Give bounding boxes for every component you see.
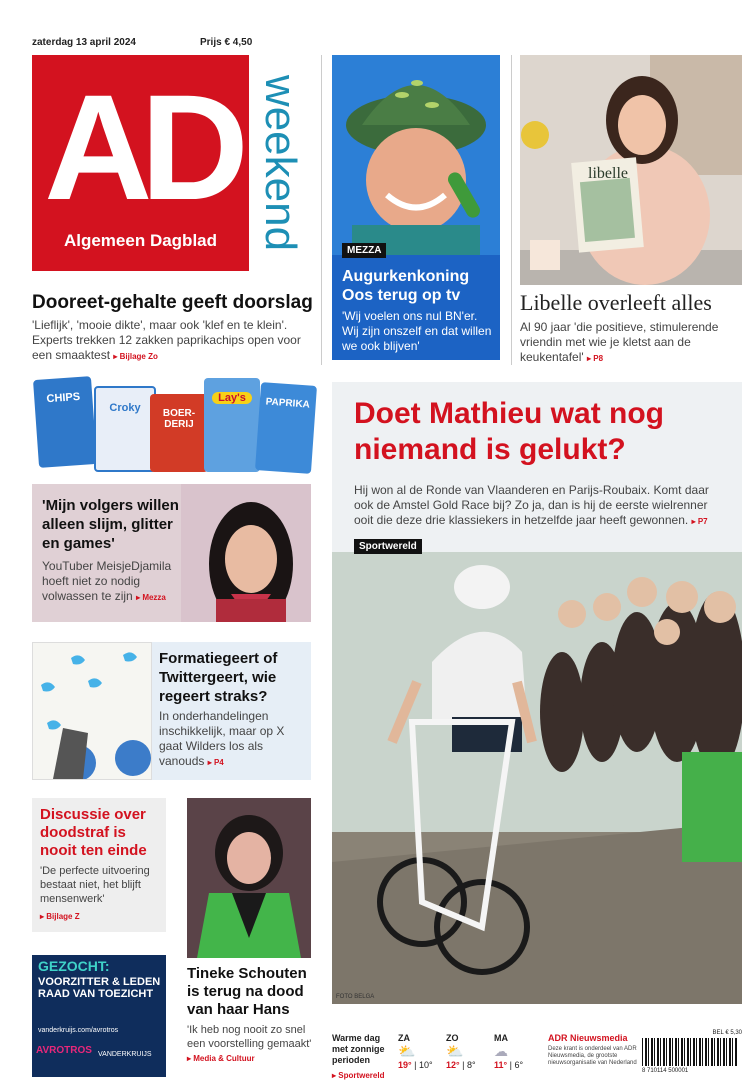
weather-low: 8° — [466, 1060, 476, 1070]
libelle-photo — [520, 55, 742, 285]
weather-low: 6° — [514, 1060, 524, 1070]
tineke-ref[interactable]: ▸ Media & Cultuur — [187, 1054, 255, 1063]
mezza-quote: 'Wij voelen ons nul BN'er. Wij zijn onszelf en dat willen we ook blijven' — [342, 309, 492, 353]
weather-day: ZA ⛅ 19° | 10° — [398, 1033, 443, 1070]
weekend-label — [255, 55, 305, 271]
weather-day: MA ☁ 11° | 6° — [494, 1033, 539, 1070]
djamila-ref[interactable]: ▸ Mezza — [136, 593, 166, 602]
logo-letters: AD — [44, 63, 237, 231]
cover-price: Prijs € 4,50 — [200, 37, 253, 48]
mezza-photo — [332, 55, 500, 255]
twitter-ref[interactable]: ▸ P4 — [207, 758, 224, 767]
main-text-body: Hij won al de Ronde van Vlaanderen en Parijs-Roubaix. Komt daar ook de Amstel Gold Race bij? Zo ja, dan is hij de eerste wielrenner ooit die deze drie klassiekers in hetzelfde jaar heeft gewonnen. — [354, 483, 709, 527]
barcode — [642, 1030, 742, 1077]
chip-bag-label: CHIPS — [46, 390, 81, 406]
doodstraf-ref[interactable]: ▸ Bijlage Z — [40, 912, 80, 921]
price-note: BEL € 5,30 — [712, 1030, 742, 1036]
libelle-text — [520, 320, 742, 366]
twitter-birds-drawing — [33, 643, 151, 779]
ad-brand: AVROTROS — [36, 1045, 92, 1056]
main-story[interactable] — [332, 382, 742, 1004]
weather-summary: Warme dag met zonnige perioden — [332, 1033, 385, 1065]
photo-credit: FOTO BELGA — [336, 994, 375, 1000]
weather-day-label: ZO — [446, 1033, 459, 1043]
column-divider — [321, 55, 322, 365]
ad-headline: GEZOCHT: — [38, 958, 110, 974]
cloud-icon: ☁ — [494, 1043, 508, 1059]
weather-low: 10° — [418, 1060, 433, 1070]
doodstraf-text: 'De perfecte uitvoering bestaat niet, het blijft mensenwerk' — [40, 865, 150, 905]
twitter-teaser[interactable] — [152, 642, 311, 780]
chip-bag — [255, 382, 317, 474]
weather-high: 19° — [398, 1060, 412, 1070]
logo-name: Algemeen Dagblad — [63, 231, 218, 250]
weather-day: ZO ⛅ 12° | 8° — [446, 1033, 491, 1070]
djamila-ref-label: Mezza — [142, 593, 166, 602]
ad-partner: VANDERKRUIJS — [98, 1051, 152, 1058]
ad-url[interactable]: vanderkruijs.com/avrotros — [38, 1027, 119, 1034]
libelle-ref-label: P8 — [593, 354, 604, 363]
weather-high: 11° — [494, 1060, 508, 1070]
chips-text-body: 'Lieflijk', 'mooie dikte', maar ook 'klef en te klein'. Experts trekken 12 zakken paprikachips open voor een smaaktest — [32, 318, 301, 362]
mezza-title-line1: Augurkenkoning — [342, 268, 470, 285]
main-section-label[interactable]: Sportwereld — [354, 539, 422, 554]
twitter-text-body: In onderhandelingen inschikkelijk, maar op X gaat Wilders los als vanouds — [159, 709, 285, 768]
djamila-photo — [181, 484, 311, 622]
publisher-block — [548, 1033, 638, 1067]
main-ref[interactable]: ▸ P7 — [691, 517, 708, 526]
djamila-text — [42, 559, 192, 605]
tineke-ref-label: Media & Cultuur — [193, 1054, 255, 1063]
chips-text — [32, 318, 317, 364]
chip-bag — [204, 378, 260, 472]
libelle-title[interactable]: Libelle overleeft alles — [520, 290, 712, 315]
main-text — [354, 483, 726, 529]
twitter-ref-label: P4 — [213, 758, 224, 767]
tineke-image — [187, 798, 311, 958]
publisher-text: Deze krant is onderdeel van ADR Nieuwsmedia, de grootste nieuwsorganisatie van Nederland — [548, 1046, 637, 1066]
weather-day-label: ZA — [398, 1033, 410, 1043]
chip-bag — [94, 386, 156, 472]
meisjedjamila-teaser[interactable] — [32, 484, 311, 622]
libelle-ref[interactable]: ▸ P8 — [587, 354, 604, 363]
sun-cloud-icon: ⛅ — [398, 1043, 416, 1059]
weekend-text: weekend — [256, 74, 305, 252]
chip-bag-label: Lay's — [212, 392, 252, 404]
doodstraf-title: Discussie over doodstraf is nooit ten einde — [40, 806, 147, 859]
weather-day-label: MA — [494, 1033, 508, 1043]
tineke-text — [187, 1023, 315, 1066]
weather-ref[interactable]: ▸ Sportwereld — [332, 1071, 385, 1080]
mezza-title-line2: Oos terug op tv — [342, 287, 461, 304]
libelle-magazine-title: libelle — [588, 165, 628, 182]
chip-bag-label: Croky — [109, 402, 141, 414]
chip-bag — [33, 376, 97, 468]
barcode-bars — [642, 1038, 738, 1066]
chips-headline[interactable]: Dooreet-gehalte geeft doorslag — [32, 292, 313, 313]
main-headline-line1: Doet Mathieu wat nog — [354, 397, 664, 430]
edition-date: zaterdag 13 april 2024 — [32, 37, 136, 48]
barcode-number: 8 710114 500001 — [642, 1068, 689, 1074]
weather-ref-label: Sportwereld — [338, 1071, 385, 1080]
twitter-illustration — [32, 642, 152, 780]
chip-bag-label: BOER-DERIJ — [162, 408, 196, 430]
doodstraf-ref-label: Bijlage Z — [46, 912, 80, 921]
chips-photo — [32, 372, 315, 472]
avrotros-advertisement[interactable] — [32, 955, 166, 1077]
mezza-teaser[interactable] — [332, 55, 500, 360]
ad-body: VOORZITTER & LEDEN RAAD VAN TOEZICHT — [38, 976, 161, 1000]
libelle-teaser[interactable] — [520, 55, 742, 285]
tineke-photo — [187, 798, 311, 958]
chips-ref-label: Bijlage Zo — [119, 352, 158, 361]
tineke-title[interactable]: Tineke Schouten is terug na dood van haar Hans — [187, 965, 307, 1018]
publisher-name: ADR Nieuwsmedia — [548, 1033, 628, 1043]
tineke-text-body: 'Ik heb nog nooit zo snel een voorstelling gemaakt' — [187, 1024, 312, 1050]
chips-ref[interactable]: ▸ Bijlage Zo — [113, 352, 158, 361]
djamila-title: 'Mijn volgers willen alleen slijm, glitter en games' — [42, 497, 179, 552]
djamila-text-body: YouTuber MeisjeDjamila hoeft niet zo nodig volwassen te zijn — [42, 559, 172, 603]
twitter-title: Formatiegeert of Twittergeert, wie regeert straks? — [159, 650, 278, 705]
main-headline-line2: niemand is gelukt? — [354, 433, 626, 466]
cyclist-photo — [332, 382, 742, 1004]
main-ref-label: P7 — [697, 517, 708, 526]
libelle-text-body: Al 90 jaar 'die positieve, stimulerende vriendin met wie je kletst aan de keukentafel' — [520, 320, 719, 364]
chip-bag-label: PAPRIKA — [265, 396, 311, 411]
mezza-label: MEZZA — [342, 243, 386, 258]
twitter-text — [159, 709, 307, 770]
ad-logo[interactable] — [32, 55, 249, 271]
chip-bag — [150, 394, 208, 472]
sun-cloud-icon: ⛅ — [446, 1043, 464, 1059]
column-divider — [511, 55, 512, 365]
doodstraf-teaser[interactable] — [32, 798, 166, 932]
weather-high: 12° — [446, 1060, 460, 1070]
